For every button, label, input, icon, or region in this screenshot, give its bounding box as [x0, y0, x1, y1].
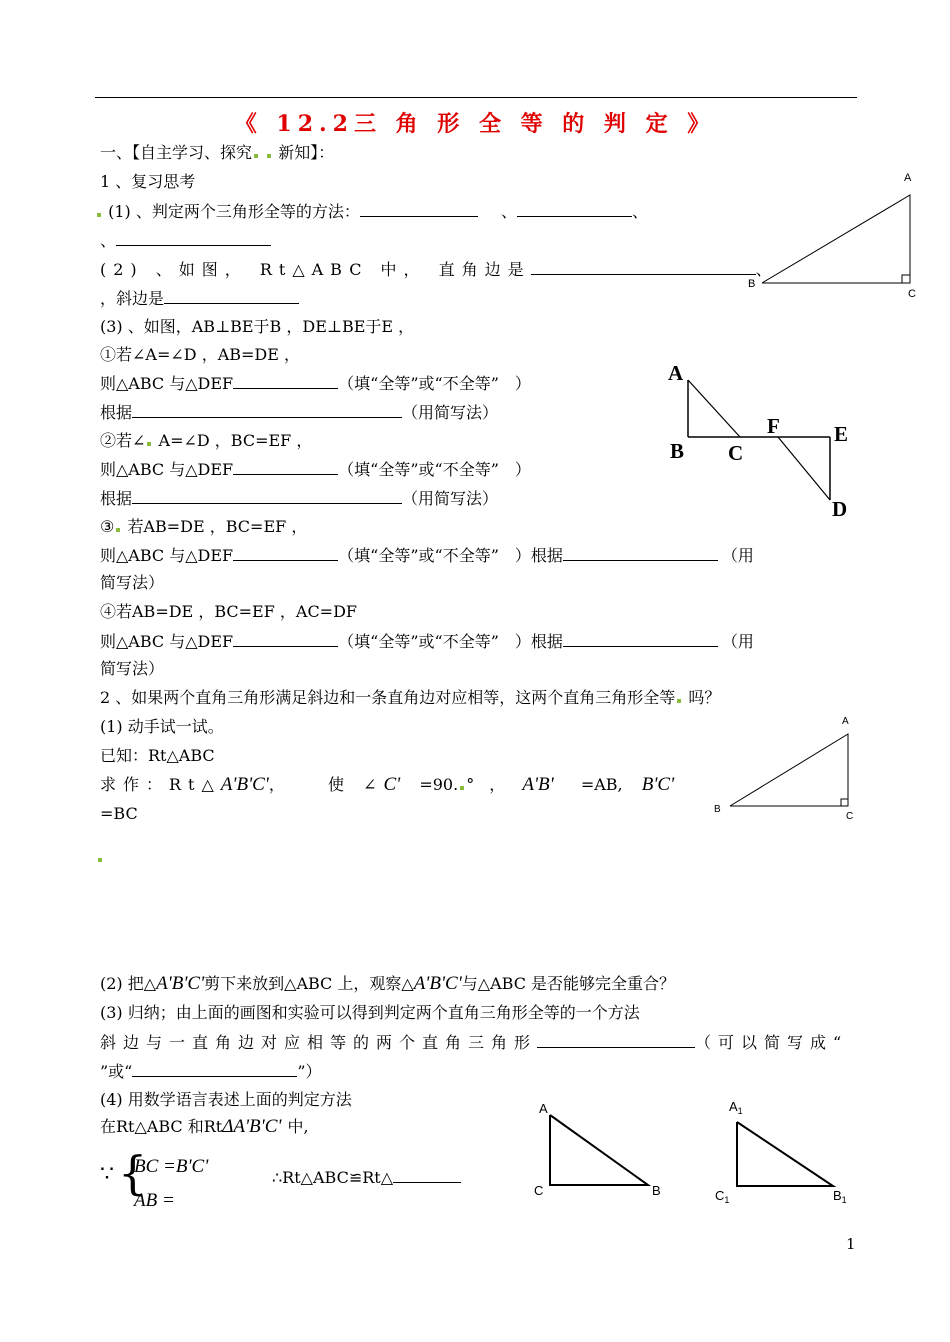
answer-blank[interactable]: [563, 544, 718, 561]
q1-p1: (1) 、判定两个三角形全等的方法： 、 、: [95, 200, 648, 223]
answer-blank[interactable]: [233, 544, 338, 561]
condition-4-wrap: 简写法）: [100, 659, 165, 678]
condition-2-then: 则△ABC 与△DEF （填“全等”或“不全等” ）: [100, 460, 531, 479]
dot-mark: [147, 442, 151, 446]
therefore-line: ∴Rt△ABC≌Rt△: [272, 1166, 461, 1189]
answer-blank[interactable]: [531, 258, 756, 275]
segment-fd: [778, 437, 830, 500]
vertex-label-a: A: [668, 361, 684, 385]
vertex-label-c: C: [728, 441, 744, 465]
dot-mark: [98, 858, 102, 862]
answer-blank[interactable]: [537, 1031, 695, 1048]
q1-heading: 1 、复习思考: [100, 172, 196, 191]
q2-p3-line2: 斜边与一直角边对应相等的两个直角三角形 （可以简写成“: [100, 1033, 849, 1052]
figure-right-triangle-1: [740, 165, 930, 305]
vertex-label-c1: $C_1$: [715, 1188, 730, 1205]
dot-mark: [116, 528, 120, 532]
q1-p3: (3) 、如图，AB⊥BE于B ，DE⊥BE于E ，: [100, 317, 415, 336]
q1-p2: (2) 、如图， Rt△ABC 中， 直角边是 、: [100, 260, 772, 279]
brace: {: [118, 1146, 148, 1200]
condition-4: ④若AB=DE ，BC=EF ，AC=DF: [100, 602, 358, 621]
vertex-label-f: F: [767, 414, 780, 438]
q2-p1: (1) 动手试一试。: [100, 717, 224, 736]
condition-3: ③ 若AB=DE ，BC=EF ，: [100, 517, 308, 536]
triangle-outline: [737, 1122, 833, 1186]
vertex-label-b: B: [714, 804, 721, 815]
answer-blank[interactable]: [517, 200, 632, 217]
section-heading: 一、【自主学习、探究 新知】：: [100, 143, 335, 162]
triangle-outline: [550, 1115, 648, 1185]
because-symbol: ∵: [100, 1162, 114, 1187]
condition-2: ②若∠ A=∠D ，BC=EF ，: [100, 431, 313, 450]
right-angle-mark: [841, 799, 848, 806]
answer-blank[interactable]: [393, 1166, 461, 1183]
q2-p3: (3) 归纳；由上面的画图和实验可以得到判定两个直角三角形全等的一个方法: [100, 1003, 640, 1022]
figure-triangle-a1b1c1: [715, 1092, 865, 1212]
vertex-label-c: C: [908, 288, 916, 300]
vertex-label-b: B: [652, 1183, 661, 1198]
vertex-label-a: A: [842, 716, 849, 727]
right-angle-mark: [902, 275, 910, 283]
answer-blank[interactable]: [360, 200, 478, 217]
figure-two-triangles: [660, 355, 860, 525]
answer-blank[interactable]: [132, 487, 402, 504]
vertex-label-d: D: [832, 497, 848, 521]
vertex-label-a1: $A_1$: [729, 1099, 743, 1116]
figure-triangle-abc: [530, 1097, 680, 1207]
vertex-label-c: C: [846, 811, 854, 822]
dot-mark: [254, 154, 258, 158]
q2-dot: [96, 846, 104, 868]
vertex-label-a: A: [539, 1101, 548, 1116]
condition-1-basis: 根据 （用简写法）: [100, 403, 499, 422]
dot-mark: [97, 213, 101, 217]
q2-p4: (4) 用数学语言表述上面的判定方法: [100, 1090, 352, 1109]
q2-in: 在Rt△ABC 和RtΔA'B'C' 中,: [100, 1116, 309, 1137]
vertex-label-e: E: [834, 422, 849, 446]
answer-blank[interactable]: [164, 287, 299, 304]
q1-p1-line2: 、: [100, 229, 271, 252]
segment-ac: [688, 380, 740, 437]
condition-2-basis: 根据 （用简写法）: [100, 489, 499, 508]
q2-heading: 2 、如果两个直角三角形满足斜边和一条直角边对应相等，这两个直角三角形全等 吗？: [100, 688, 721, 707]
page-number: 1: [846, 1235, 856, 1253]
triangle-outline: [762, 195, 910, 283]
answer-blank[interactable]: [132, 401, 402, 418]
vertex-label-b: B: [670, 439, 685, 463]
condition-1-then: 则△ABC 与△DEF （填“全等”或“不全等” ）: [100, 374, 531, 393]
q2-construct-line2: =BC: [100, 804, 138, 823]
triangle-outline: [730, 734, 848, 806]
answer-blank[interactable]: [233, 458, 338, 475]
vertex-label-b: B: [748, 278, 756, 290]
q2-construct: 求作：Rt△A'B'C'， 使 ∠C' =90. ° ， A'B' =AB, B'C': [100, 774, 675, 795]
answer-blank[interactable]: [116, 229, 271, 246]
answer-blank[interactable]: [563, 630, 718, 647]
figure-right-triangle-2: [710, 712, 870, 827]
condition-3-then: 则△ABC 与△DEF （填“全等”或“不全等” ）根据 （用: [100, 546, 754, 565]
answer-blank[interactable]: [233, 372, 338, 389]
page-title: 《 12.2三 角 形 全 等 的 判 定 》: [234, 111, 716, 137]
answer-blank[interactable]: [233, 630, 338, 647]
dot-mark: [267, 154, 271, 158]
condition-3-wrap: 简写法）: [100, 573, 165, 592]
dot-mark: [677, 699, 681, 703]
condition-4-then: 则△ABC 与△DEF （填“全等”或“不全等” ）根据 （用: [100, 632, 754, 651]
eq-line-2: AB =: [134, 1190, 175, 1211]
condition-1: ①若∠A=∠D ，AB=DE ，: [100, 345, 301, 364]
eq-line-1: BC =B'C': [134, 1156, 209, 1177]
vertex-label-b1: $B_1$: [833, 1188, 847, 1205]
vertex-label-c: C: [534, 1183, 544, 1198]
header-rule: [95, 97, 857, 98]
answer-blank[interactable]: [132, 1060, 297, 1077]
vertex-label-a: A: [904, 172, 912, 184]
q2-known: 已知：Rt△ABC: [100, 746, 215, 765]
q2-p2: (2) 把△A'B'C'剪下来放到△ABC 上，观察△A'B'C'与△ABC 是否能够完全重合？: [100, 973, 676, 994]
q1-p2-line2: ，斜边是: [100, 287, 299, 310]
q2-p3-line3: ”或“ ”）: [100, 1062, 322, 1081]
dot-mark: [460, 786, 464, 790]
